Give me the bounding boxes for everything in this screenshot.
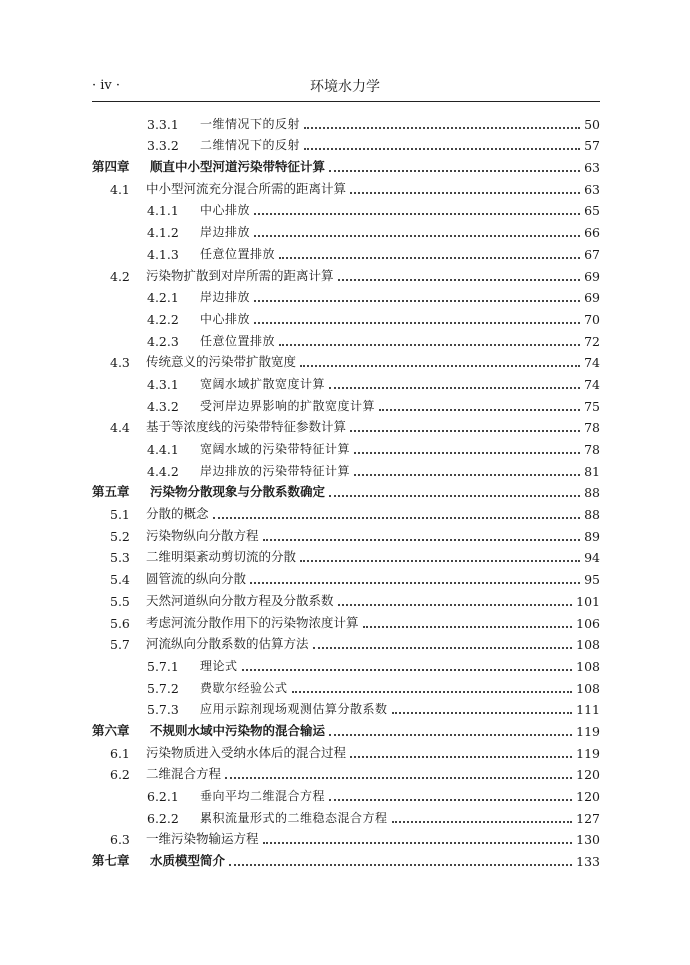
toc-entry-page: 88	[584, 507, 600, 523]
toc-entry-page: 81	[584, 463, 600, 479]
toc-entry-sec[interactable]	[0, 741, 690, 763]
toc-entry-number: 4.2.2	[147, 311, 179, 327]
toc-entry-title: 不规则水域中污染物的混合输运	[150, 722, 326, 738]
toc-entry-number: 5.7.3	[147, 702, 179, 718]
toc-entry-title: 天然河道纵向分散方程及分散系数	[146, 592, 334, 608]
toc-leader-dots	[300, 365, 580, 367]
toc-entry-title: 中小型河流充分混合所需的距离计算	[146, 180, 347, 196]
toc-entry-number: 第六章	[92, 722, 130, 738]
toc-entry-title: 水质模型简介	[150, 853, 226, 869]
toc-leader-dots	[292, 691, 573, 693]
toc-entry-sub[interactable]	[0, 199, 690, 221]
toc-entry-number: 5.6	[110, 615, 130, 631]
toc-entry-page: 111	[576, 702, 600, 718]
toc-leader-dots	[350, 756, 572, 758]
toc-entry-page: 94	[584, 550, 600, 566]
toc-entry-number: 4.3.2	[147, 398, 179, 414]
toc-entry-sub[interactable]	[0, 437, 690, 459]
toc-entry-ch[interactable]	[0, 155, 690, 177]
toc-leader-dots	[242, 669, 573, 671]
toc-entry-title: 传统意义的污染带扩散宽度	[146, 354, 297, 370]
toc-entry-title: 顺直中小型河道污染带特征计算	[150, 159, 326, 175]
toc-entry-page: 70	[584, 311, 600, 327]
toc-entry-number: 第五章	[92, 484, 130, 500]
toc-entry-title: 岸边排放的污染带特征计算	[200, 463, 351, 478]
toc-leader-dots	[300, 560, 580, 562]
toc-entry-title: 基于等浓度线的污染带特征参数计算	[146, 419, 347, 435]
toc-entry-title: 岸边排放	[200, 225, 251, 240]
toc-entry-sub[interactable]	[0, 654, 690, 676]
toc-entry-sub[interactable]	[0, 372, 690, 394]
toc-entry-page: 78	[584, 442, 600, 457]
toc-leader-dots	[329, 734, 572, 736]
toc-entry-sec[interactable]	[0, 351, 690, 373]
toc-leader-dots	[329, 799, 572, 801]
toc-leader-dots	[263, 842, 573, 844]
toc-entry-page: 95	[584, 572, 600, 588]
toc-entry-sec[interactable]	[0, 546, 690, 568]
page-number: · iv ·	[92, 78, 121, 93]
toc-entry-page: 78	[584, 420, 600, 436]
toc-entry-title: 污染物质进入受纳水体后的混合过程	[146, 744, 347, 760]
toc-entry-page: 65	[584, 203, 600, 219]
toc-entry-title: 污染物扩散到对岸所需的距离计算	[146, 267, 334, 283]
toc-entry-title: 二维明渠紊动剪切流的分散	[146, 549, 297, 565]
toc-leader-dots	[304, 148, 580, 150]
toc-leader-dots	[254, 213, 580, 215]
toc-leader-dots	[279, 257, 580, 259]
toc-entry-page: 67	[584, 246, 600, 262]
toc-entry-page: 74	[584, 376, 600, 392]
toc-entry-sec[interactable]	[0, 177, 690, 199]
toc-leader-dots	[279, 344, 580, 346]
toc-entry-sec[interactable]	[0, 828, 690, 850]
toc-leader-dots	[304, 127, 580, 129]
toc-entry-page: 119	[576, 723, 600, 739]
toc-leader-dots	[338, 279, 581, 281]
toc-entry-page: 133	[576, 854, 600, 870]
toc-entry-number: 4.3.1	[147, 376, 179, 392]
toc-entry-number: 5.7.1	[147, 658, 179, 674]
toc-entry-number: 6.2.1	[147, 789, 179, 804]
toc-leader-dots	[338, 604, 573, 606]
toc-entry-title: 受河岸边界影响的扩散宽度计算	[200, 398, 376, 413]
toc-entry-title: 一维情况下的反射	[200, 116, 301, 131]
toc-leader-dots	[329, 495, 580, 497]
toc-entry-page: 69	[584, 290, 600, 306]
toc-entry-title: 一维污染物输运方程	[146, 831, 259, 847]
toc-entry-title: 应用示踪剂现场观测估算分散系数	[200, 702, 388, 717]
toc-entry-title: 宽阔水域的污染带特征计算	[200, 442, 351, 456]
toc-entry-title: 费歇尔经验公式	[200, 680, 288, 695]
toc-entry-sub[interactable]	[0, 806, 690, 828]
toc-leader-dots	[225, 777, 572, 779]
toc-entry-number: 5.3	[110, 550, 130, 566]
toc-entry-number: 6.3	[110, 832, 130, 848]
toc-entry-number: 5.7	[110, 637, 130, 653]
toc-entry-page: 50	[584, 116, 600, 132]
toc-entry-title: 岸边排放	[200, 290, 251, 305]
toc-entry-page: 74	[584, 355, 600, 371]
toc-entry-sec[interactable]	[0, 763, 690, 785]
toc-entry-sub[interactable]	[0, 286, 690, 308]
toc-entry-sec[interactable]	[0, 502, 690, 524]
toc-leader-dots	[213, 517, 581, 519]
toc-entry-page: 108	[576, 680, 600, 696]
toc-entry-title: 理论式	[200, 658, 238, 673]
toc-entry-number: 第四章	[92, 159, 130, 175]
toc-leader-dots	[254, 300, 580, 302]
toc-entry-number: 4.1.1	[147, 203, 179, 219]
toc-entry-ch[interactable]	[0, 719, 690, 741]
toc-entry-sub[interactable]	[0, 698, 690, 720]
toc-entry-sec[interactable]	[0, 633, 690, 655]
toc-entry-sec[interactable]	[0, 567, 690, 589]
toc-entry-sec[interactable]	[0, 589, 690, 611]
toc-entry-page: 69	[584, 268, 600, 284]
toc-entry-number: 4.1.2	[147, 225, 179, 241]
toc-entry-sub[interactable]	[0, 307, 690, 329]
toc-entry-page: 75	[584, 398, 600, 414]
toc-entry-page: 101	[576, 593, 600, 609]
page-header	[92, 76, 598, 100]
toc-entry-number: 4.4.2	[147, 463, 179, 479]
toc-entry-number: 4.4.1	[147, 442, 179, 457]
toc-entry-title: 任意位置排放	[200, 333, 276, 348]
toc-entry-title: 垂向平均二维混合方程	[200, 789, 326, 803]
toc-entry-sec[interactable]	[0, 416, 690, 438]
toc-entry-page: 72	[584, 333, 600, 349]
toc-entry-page: 57	[584, 138, 600, 154]
toc-leader-dots	[354, 452, 580, 454]
toc-entry-title: 考虑河流分散作用下的污染物浓度计算	[146, 614, 359, 630]
toc-entry-sec[interactable]	[0, 524, 690, 546]
toc-entry-sub[interactable]	[0, 784, 690, 806]
toc-entry-number: 5.5	[110, 593, 130, 609]
toc-leader-dots	[250, 582, 580, 584]
toc-leader-dots	[254, 235, 580, 237]
toc-entry-sub[interactable]	[0, 220, 690, 242]
toc-entry-page: 89	[584, 528, 600, 544]
toc-entry-number: 4.2.3	[147, 333, 179, 349]
toc-entry-page: 120	[576, 789, 600, 804]
toc-entry-title: 河流纵向分散系数的估算方法	[146, 636, 309, 652]
toc-entry-number: 4.3	[110, 355, 130, 371]
toc-entry-number: 6.1	[110, 745, 130, 761]
toc-leader-dots	[229, 864, 572, 866]
toc-entry-title: 任意位置排放	[200, 246, 276, 261]
toc-entry-page: 120	[576, 767, 600, 783]
toc-entry-title: 圆管流的纵向分散	[146, 571, 247, 587]
toc-entry-number: 6.2	[110, 767, 130, 783]
toc-leader-dots	[350, 430, 580, 432]
toc-leader-dots	[329, 387, 580, 389]
toc-entry-page: 66	[584, 225, 600, 241]
toc-entry-sub[interactable]	[0, 134, 690, 156]
toc-entry-title: 分散的概念	[146, 506, 209, 522]
toc-entry-title: 中心排放	[200, 311, 251, 326]
toc-entry-number: 第七章	[92, 853, 130, 869]
toc-entry-number: 3.3.1	[147, 116, 179, 132]
toc-entry-sub[interactable]	[0, 242, 690, 264]
toc-leader-dots	[350, 192, 580, 194]
toc-leader-dots	[392, 821, 573, 823]
toc-entry-page: 63	[584, 160, 600, 176]
toc-entry-ch[interactable]	[0, 481, 690, 503]
toc-entry-number: 3.3.2	[147, 138, 179, 154]
toc-entry-title: 二维混合方程	[146, 766, 222, 782]
toc-entry-page: 106	[576, 615, 600, 631]
toc-entry-number: 4.2.1	[147, 290, 179, 306]
toc-leader-dots	[313, 647, 573, 649]
toc-entry-page: 108	[576, 658, 600, 674]
toc-entry-title: 污染物分散现象与分散系数确定	[150, 484, 326, 500]
toc-entry-page: 127	[576, 810, 600, 826]
toc-entry-title: 污染物纵向分散方程	[146, 527, 259, 543]
toc-entry-page: 119	[576, 745, 600, 761]
toc-leader-dots	[392, 712, 573, 714]
toc-entry-sub[interactable]	[0, 676, 690, 698]
toc-entry-sec[interactable]	[0, 264, 690, 286]
toc-entry-number: 5.7.2	[147, 680, 179, 696]
book-title: 环境水力学	[310, 79, 380, 95]
toc-entry-sub[interactable]	[0, 112, 690, 134]
toc-leader-dots	[363, 626, 573, 628]
toc-entry-title: 二维情况下的反射	[200, 138, 301, 153]
toc-entry-sec[interactable]	[0, 611, 690, 633]
toc-entry-ch[interactable]	[0, 849, 690, 871]
toc-entry-sub[interactable]	[0, 394, 690, 416]
toc-entry-sub[interactable]	[0, 459, 690, 481]
toc-leader-dots	[354, 474, 580, 476]
toc-leader-dots	[254, 322, 580, 324]
table-of-contents	[0, 112, 690, 871]
toc-entry-number: 5.2	[110, 528, 130, 544]
toc-leader-dots	[379, 409, 580, 411]
toc-entry-number: 4.2	[110, 268, 130, 284]
toc-entry-number: 4.4	[110, 420, 130, 436]
toc-leader-dots	[263, 539, 581, 541]
toc-entry-page: 88	[584, 485, 600, 501]
toc-entry-number: 5.4	[110, 572, 130, 588]
header-rule	[92, 101, 600, 102]
toc-entry-title: 宽阔水域扩散宽度计算	[200, 376, 326, 391]
toc-entry-sub[interactable]	[0, 329, 690, 351]
toc-entry-number: 6.2.2	[147, 810, 179, 826]
toc-entry-title: 累积流量形式的二维稳态混合方程	[200, 810, 388, 825]
toc-entry-number: 5.1	[110, 507, 130, 523]
toc-leader-dots	[329, 170, 580, 172]
toc-entry-number: 4.1	[110, 181, 130, 197]
toc-entry-title: 中心排放	[200, 203, 251, 218]
toc-entry-page: 108	[576, 637, 600, 653]
toc-entry-number: 4.1.3	[147, 246, 179, 262]
toc-entry-page: 130	[576, 832, 600, 848]
toc-entry-page: 63	[584, 181, 600, 197]
